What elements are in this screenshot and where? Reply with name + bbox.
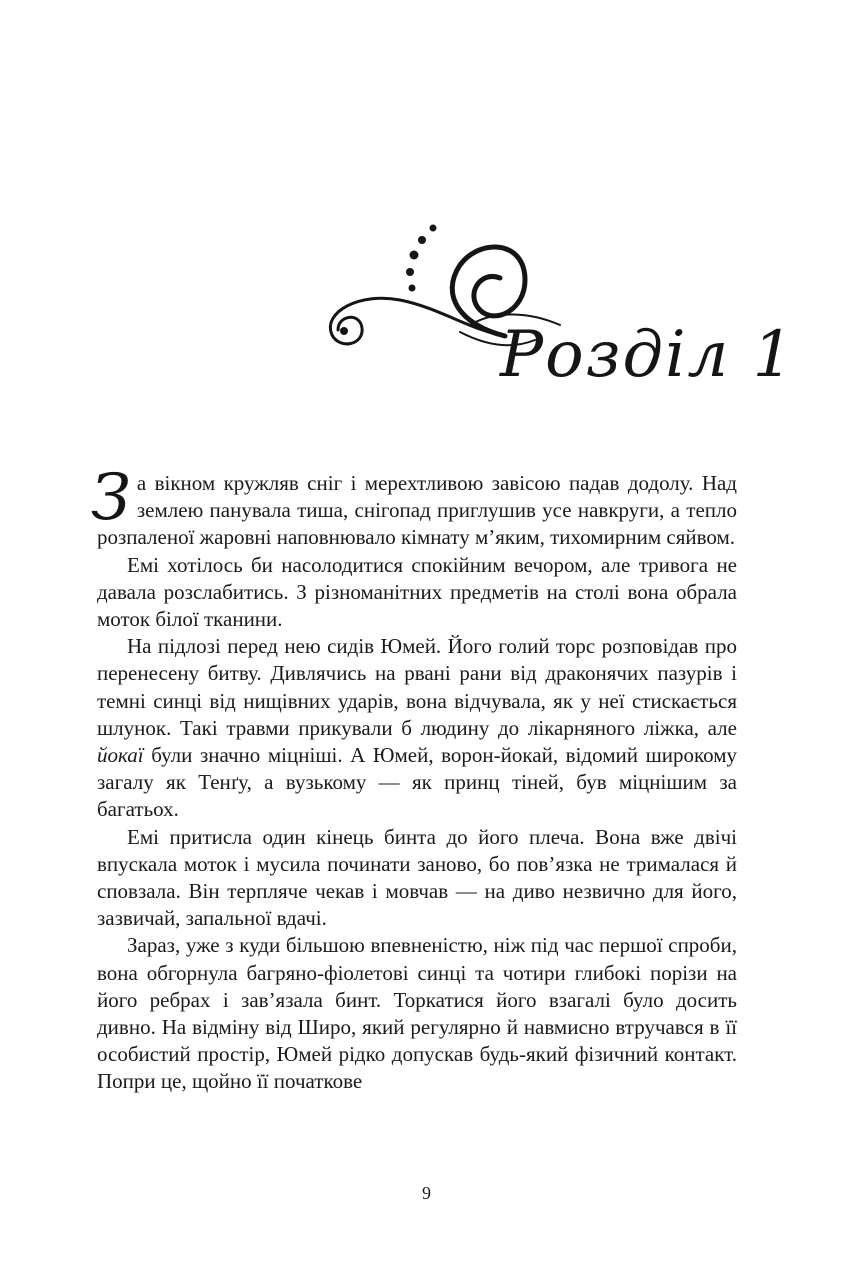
paragraph: Емі хотілось би насолодитися спокійним вечором, але тривога не давала розслабитись. З різноманітних предметів на столі вона обрала моток білої тканини. [97,552,737,632]
paragraph: Емі притисла один кінець бинта до його плеча. Вона вже двічі впускала моток і мусила починати заново, бо пов’язка не трималася й сповзала. Він терпляче чекав і мовчав — на диво незвично для його, зазвичай, запальної вдачі. [97,824,737,931]
chapter-text [91,461,737,1096]
paragraph: За вікном кружляв сніг і мерехтливою завісою падав додолу. Над землею панувала тиша, снігопад приглушив усе навкруги, а тепло розпаленої жаровні наповнювало кімнату м’яким, тихомирним сяйвом. [91,461,737,550]
drop-cap: З [91,461,131,535]
paragraph: На підлозі перед нею сидів Юмей. Його голий торс розповідав про перенесену битву. Дивлячись на рвані рани від драконячих пазурів і темні синці від нищівних ударів, вона відчувала, як у неї стискається шлунок. Такі травми прикували б людину до лікарняного ліжка, але йокаї були значно міцніші. А Юмей, ворон-йокай, відомий широкому загалу як Тенґу, а вузькому — як принц тіней, був міцнішим за багатьох. [97,634,737,822]
paragraph: Зараз, уже з куди більшою впевненістю, ніж під час першої спроби, вона обгорнула багряно-фіолетові синці та чотири глибокі порізи на його ребрах і зав’язала бинт. Торкатися його взагалі було досить дивно. На відміну від Широ, який регулярно й навмисно втручався в її особистий простір, Юмей рідко допускав будь-який фізичний контакт. Попри це, щойно її початкове [97,933,737,1094]
chapter-title: Розділ 1 [500,318,796,392]
emphasis: йокаї [97,743,144,768]
page-number: 9 [422,1183,431,1203]
